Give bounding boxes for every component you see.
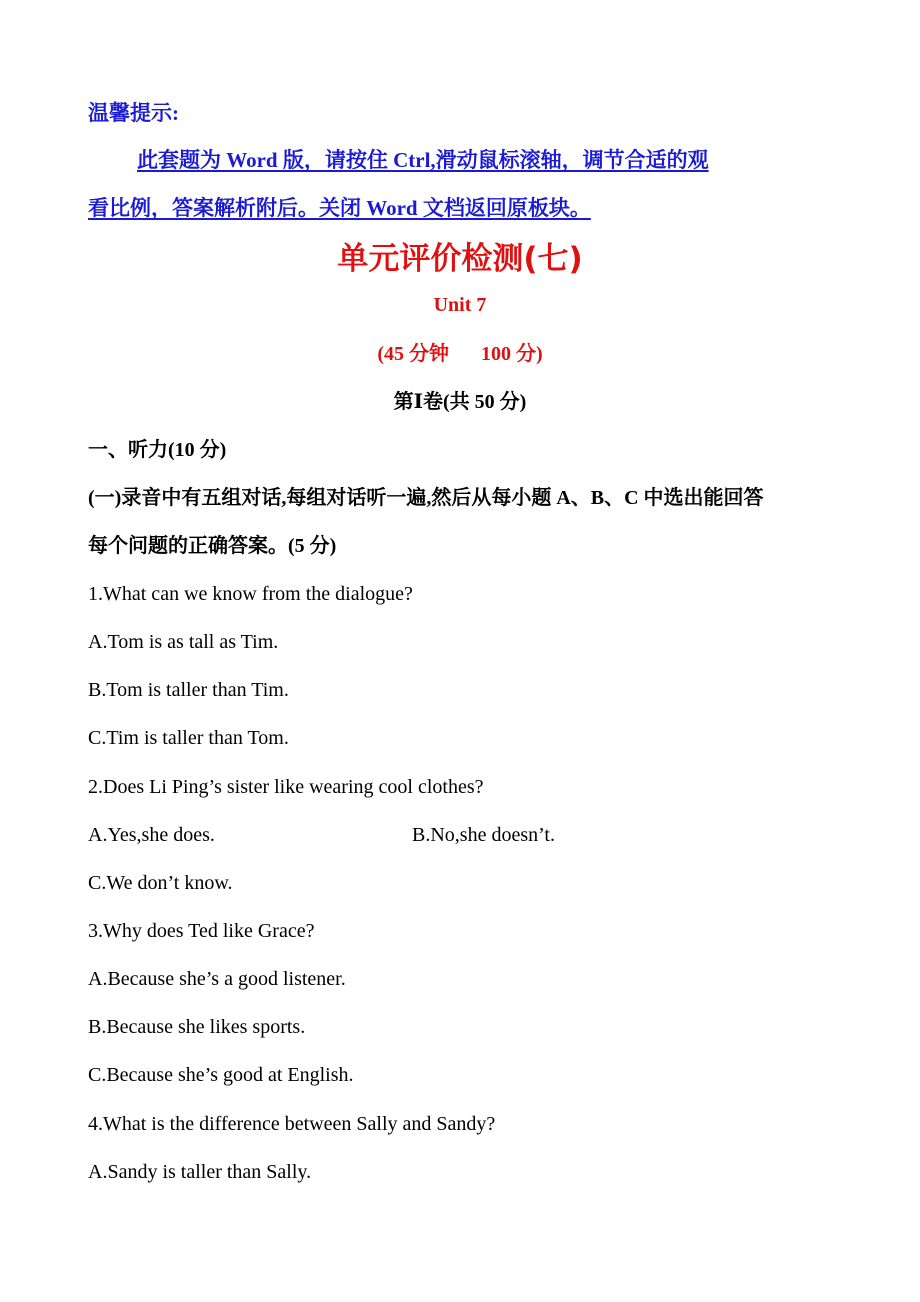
- volume-title: 第Ⅰ卷(共 50 分): [393, 391, 527, 413]
- question-3: 3.Why does Ted like Grace?: [88, 920, 315, 942]
- question-1: 1.What can we know from the dialogue?: [88, 583, 413, 605]
- q4-option-a: A.Sandy is taller than Sally.: [88, 1161, 312, 1183]
- instruction-line-1: (一)录音中有五组对话,每组对话听一遍,然后从每小题 A、B、C 中选出能回答: [88, 487, 764, 509]
- time-limit: (45 分钟: [377, 343, 449, 365]
- instruction-line-2: 每个问题的正确答案。(5 分): [88, 535, 337, 557]
- q2-option-b: B.No,she doesn’t.: [412, 824, 555, 846]
- q2-options-row: [88, 823, 215, 847]
- page-title: 单元评价检测(七): [337, 241, 583, 277]
- q3-option-c: C.Because she’s good at English.: [88, 1064, 354, 1086]
- total-score: 100 分): [481, 343, 543, 365]
- tip-heading: 温馨提示:: [88, 101, 179, 125]
- question-2: 2.Does Li Ping’s sister like wearing cool clothes?: [88, 776, 484, 798]
- part-heading: 一、听力(10 分): [88, 439, 227, 461]
- question-4: 4.What is the difference between Sally and Sandy?: [88, 1113, 496, 1135]
- time-score: [0, 342, 920, 366]
- unit-label: Unit 7: [433, 294, 487, 316]
- tip-line-1: 此套题为 Word 版，请按住 Ctrl,滑动鼠标滚轴，调节合适的观: [137, 148, 709, 172]
- tip-line-2: 看比例，答案解析附后。关闭 Word 文档返回原板块。: [88, 196, 591, 220]
- q3-option-b: B.Because she likes sports.: [88, 1016, 306, 1038]
- q2-option-c: C.We don’t know.: [88, 872, 233, 894]
- q3-option-a: A.Because she’s a good listener.: [88, 968, 346, 990]
- q1-option-a: A.Tom is as tall as Tim.: [88, 631, 279, 653]
- q1-option-b: B.Tom is taller than Tim.: [88, 679, 289, 701]
- q2-option-a: A.Yes,she does.: [88, 824, 215, 846]
- q1-option-c: C.Tim is taller than Tom.: [88, 727, 289, 749]
